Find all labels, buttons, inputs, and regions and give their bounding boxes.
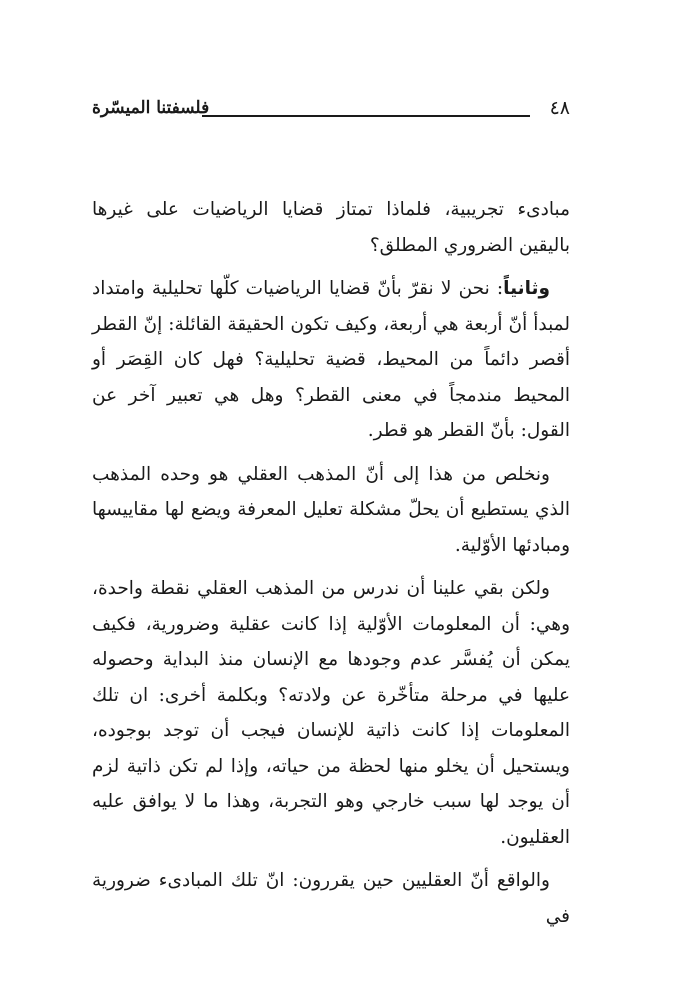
paragraph-4 (92, 571, 570, 855)
page-header (92, 96, 570, 126)
paragraph-3 (92, 457, 570, 564)
paragraph-4-text: ولكن بقي علينا أن ندرس من المذهب العقلي نقطة واحدة، وهي: أن المعلومات الأوّلية إذا كانت عقلية وضرورية، فكيف يمكن أن يُفسَّر عدم وجودها مع الإنسان منذ البداية وحصوله عليها في مرحلة متأخّرة عن ولادته؟ وبكلمة أخرى: ان تلك المعلومات إذا كانت ذاتية للإنسان فيجب أن توجد بوجوده، ويستحيل أن يخلو منها لحظة من حياته، وإذا لم تكن ذاتية لزم أن يوجد لها سبب خارجي وهو التجربة، وهذا ما لا يوافق عليه العقليون. (92, 578, 570, 848)
running-title: فلسفتنا الميسّرة (92, 98, 210, 118)
paragraph-1-text: مبادىء تجريبية، فلماذا تمتاز قضايا الرياضيات على غيرها باليقين الضروري المطلق؟ (92, 199, 570, 256)
body-text (92, 192, 570, 942)
paragraph-2-text: : نحن لا نقرّ بأنّ قضايا الرياضيات كلّها تحليلية وامتداد لمبدأ أنّ أربعة هي أربعة، وكيف تكون الحقيقة القائلة: إنّ القطر أقصر دائماً من المحيط، قضية تحليلية؟ فهل كان القِصَر أو المحيط مندمجاً في معنى القطر؟ وهل هي تعبير آخر عن القول: بأنّ القطر هو قطر. (92, 278, 570, 441)
paragraph-5 (92, 863, 570, 934)
header-rule (202, 115, 530, 117)
page-number: ٤٨ (549, 97, 570, 119)
paragraph-3-text: ونخلص من هذا إلى أنّ المذهب العقلي هو وحده المذهب الذي يستطيع أن يحلّ مشكلة تعليل المعرفة ويضع لها مقاييسها ومبادئها الأوّلية. (92, 463, 570, 556)
paragraph-1 (92, 192, 570, 263)
paragraph-2-lead-word: وثانياً (503, 278, 550, 299)
paragraph-5-text: والواقع أنّ العقليين حين يقررون: انّ تلك المبادىء ضرورية في (92, 870, 570, 927)
paragraph-2 (92, 271, 570, 449)
